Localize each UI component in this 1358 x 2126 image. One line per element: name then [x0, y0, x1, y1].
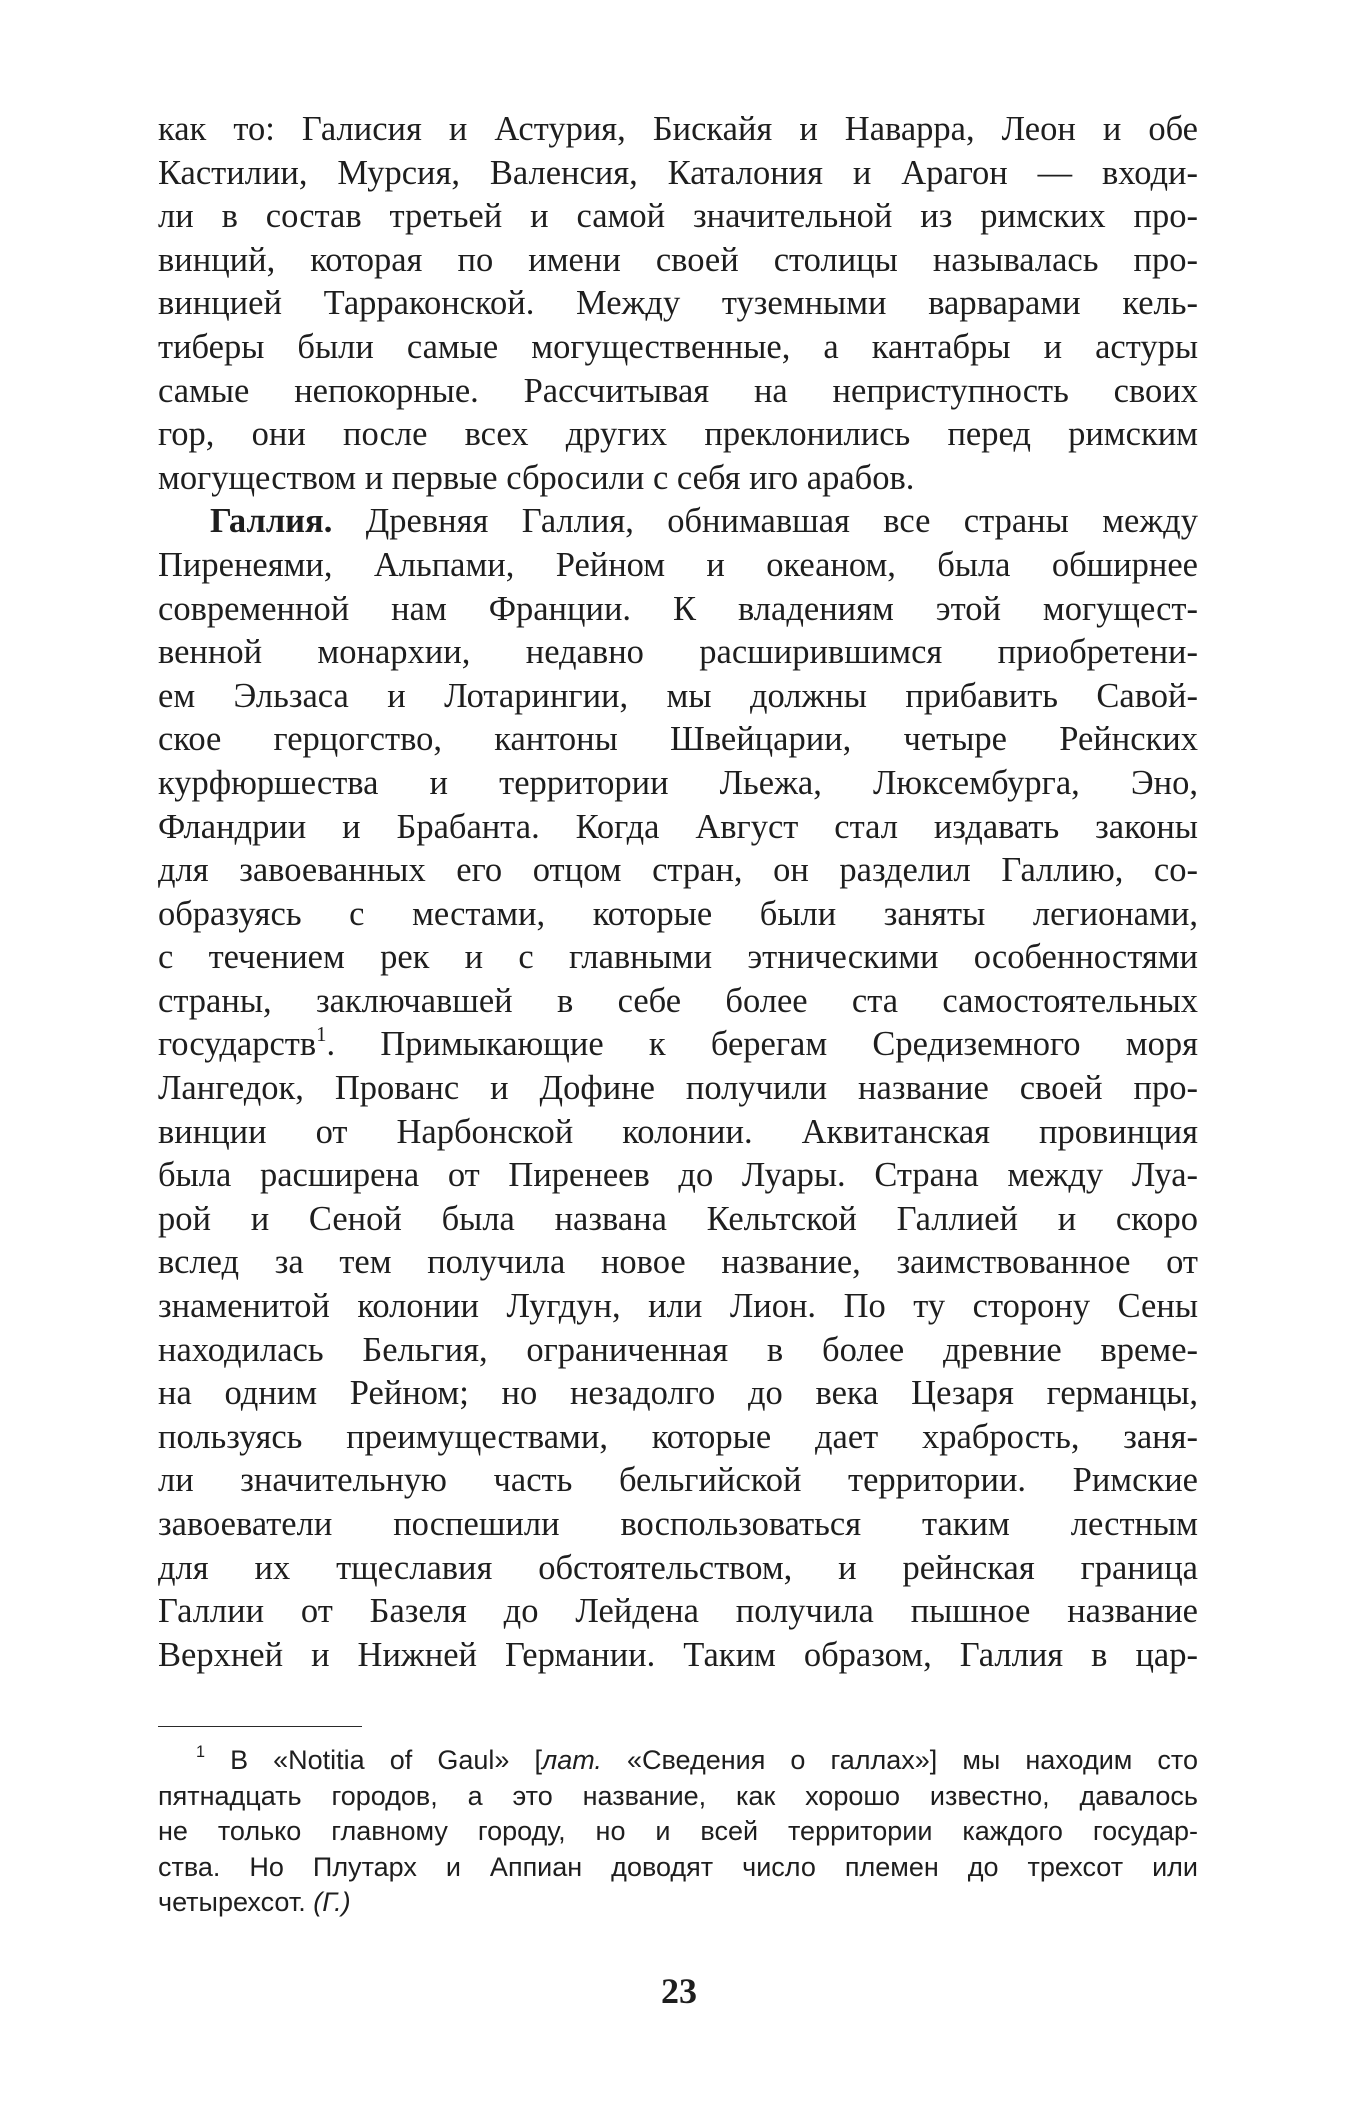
text-line: Галлии от Базеля до Лейдена получила пышное название [158, 1592, 1198, 1631]
text-line: ское герцогство, кантоны Швейцарии, четыре Рейнских [158, 720, 1198, 759]
footnote-line [158, 1885, 1198, 1921]
text-line: на одним Рейном; но незадолго до века Цезаря германцы, [158, 1374, 1198, 1413]
text-line: могуществом и первые сбросили с себя иго арабов. [158, 458, 915, 497]
text-line: Кастилии, Мурсия, Валенсия, Каталония и Арагон — входи- [158, 153, 1198, 192]
paragraph-gallia-start [158, 500, 1198, 544]
text-line: Лангедок, Прованс и Дофине получили название своей про- [158, 1069, 1198, 1108]
text-fragment: государств [158, 1025, 317, 1064]
text-line: курфюршества и территории Льежа, Люксембурга, Эно, [158, 763, 1198, 802]
text-line: Верхней и Нижней Германии. Таким образом, Галлия в цар- [158, 1635, 1198, 1674]
text-fragment: . Примыкающие к берегам Средиземного моря [326, 1025, 1198, 1064]
text-line: самые непокорные. Рассчитывая на неприступность своих [158, 371, 1198, 410]
text-fragment: четырехсот. [158, 1887, 314, 1918]
page-number: 23 [661, 1971, 697, 2011]
main-text [158, 108, 1198, 1677]
text-line: для завоеванных его отцом стран, он разделил Галлию, со- [158, 851, 1198, 890]
text-line: вслед за тем получила новое название, заимствованное от [158, 1243, 1198, 1282]
text-line: современной нам Франции. К владениям этой могущест- [158, 589, 1198, 628]
section-heading-gallia: Галлия. [210, 502, 333, 541]
footnote-line: пятнадцать городов, а это название, как хорошо известно, давалось [158, 1780, 1198, 1811]
text-line: тиберы были самые могущественные, а кантабры и астуры [158, 327, 1198, 366]
text-line: гор, они после всех других преклонились перед римским [158, 415, 1198, 454]
text-line: образуясь с местами, которые были заняты легионами, [158, 894, 1198, 933]
text-line: знаменитой колонии Лугдун, или Лион. По ту сторону Сены [158, 1287, 1198, 1326]
text-line: винций, которая по имени своей столицы называлась про- [158, 240, 1198, 279]
text-line: ем Эльзаса и Лотарингии, мы должны прибавить Савой- [158, 676, 1198, 715]
text-line: как то: Галисия и Астурия, Бискайя и Наварра, Леон и обе [158, 110, 1198, 148]
text-line: винцией Тарраконской. Между туземными варварами кель- [158, 284, 1198, 323]
text-fragment-italic: (Г.) [313, 1887, 351, 1918]
footnote-line [158, 1743, 1198, 1779]
text-line: завоеватели поспешили воспользоваться таким лестным [158, 1505, 1198, 1543]
text-line: ли в состав третьей и самой значительной из римских про- [158, 197, 1198, 236]
text-line: для их тщеславия обстоятельством, и рейнская граница [158, 1548, 1198, 1587]
footnote-reference[interactable]: 1 [316, 1023, 327, 1046]
text-fragment: В «Notitia of Gaul» [ [205, 1745, 542, 1775]
text-line: Фландрии и Брабанта. Когда Август стал издавать законы [158, 807, 1198, 846]
footnote-divider [158, 1726, 362, 1727]
text-line: пользуясь преимуществами, которые дает храбрость, заня- [158, 1417, 1198, 1456]
text-line: страны, заключавшей в себе более ста самостоятельных [158, 981, 1198, 1020]
footnote-line: не только главному городу, но и всей территории каждого государ- [158, 1816, 1198, 1847]
text-line-with-footnote-ref [158, 1023, 1198, 1067]
text-fragment-italic: лат. [541, 1745, 602, 1775]
text-line: ли значительную часть бельгийской территории. Римские [158, 1461, 1198, 1500]
text-fragment: Древняя Галлия, обнимавшая все страны между [332, 502, 1198, 541]
text-line: находилась Бельгия, ограниченная в более древние време- [158, 1330, 1198, 1369]
text-line: Пиренеями, Альпами, Рейном и океаном, была обширнее [158, 545, 1198, 584]
footnote [158, 1743, 1198, 1921]
text-line: винции от Нарбонской колонии. Аквитанская провинция [158, 1112, 1198, 1151]
text-line: была расширена от Пиренеев до Луары. Страна между Луа- [158, 1156, 1198, 1195]
footnote-line: ства. Но Плутарх и Аппиан доводят число племен до трехсот или [158, 1851, 1198, 1882]
text-line: венной монархии, недавно расширившимся приобретени- [158, 633, 1198, 672]
text-fragment: «Сведения о галлах»] мы находим сто [601, 1745, 1198, 1775]
text-line: рой и Сеной была названа Кельтской Галлией и скоро [158, 1199, 1198, 1238]
text-line: с течением рек и с главными этническими особенностями [158, 938, 1198, 977]
footnote-marker: 1 [196, 1743, 206, 1762]
